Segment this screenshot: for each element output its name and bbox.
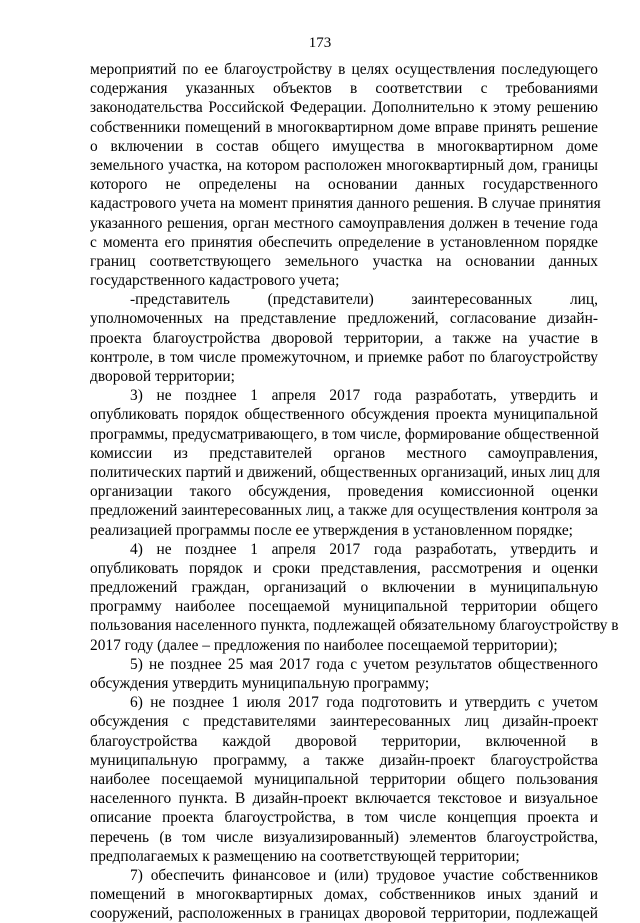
text-line: кадастрового учета на момент принятия данного решения. В случае принятия [90, 195, 601, 213]
text-line: 2017 году (далее – предложения по наиболее посещаемой территории); [90, 636, 558, 654]
text-line: опубликовать порядок и сроки представления, рассмотрения и оценки [90, 559, 598, 577]
text-line: 7) обеспечить финансовое и (или) трудовое участие собственников [130, 866, 598, 884]
text-line: реализацией программы после ее утверждения в установленном порядке; [90, 521, 573, 539]
text-line: содержания указанных объектов в соответствии с требованиями [90, 80, 598, 98]
page-number: 173 [308, 35, 332, 51]
paragraph [90, 540, 619, 655]
text-line: проекта благоустройства дворовой территории, а также на участие в [90, 329, 598, 347]
text-line: дворовой территории; [90, 368, 235, 385]
text-line: земельного участка, на котором расположен многоквартирный дом, границы [90, 156, 598, 174]
text-line: уполномоченных на представление предложений, согласование дизайн- [90, 310, 598, 328]
text-line: описание проекта благоустройства, в том числе концепция проекта и [90, 809, 598, 827]
text-line: 3) не позднее 1 апреля 2017 года разработать, утвердить и [130, 387, 598, 405]
text-line: программы, предусматривающего, в том числе, формирование общественной [90, 425, 599, 443]
paragraph [90, 60, 601, 290]
text-line: законодательства Российской Федерации. Дополнительно к этому решению [90, 99, 598, 117]
paragraph [90, 290, 598, 386]
text-line: организации такого обсуждения, проведения комиссионной оценки [90, 483, 598, 501]
text-line: собственники помещений в многоквартирном доме вправе принять решение [90, 118, 598, 136]
text-line: контроле, в том числе промежуточном, и приемке работ по благоустройству [90, 348, 598, 366]
text-line: населенного пункта. В дизайн-проект включается текстовое и визуальное [90, 790, 598, 808]
text-line: комиссии из представителей органов местного самоуправления, [90, 444, 598, 462]
text-line: сооружений, расположенных в границах дворовой территории, подлежащей [90, 905, 598, 923]
text-line: пользования населенного пункта, подлежащей обязательному благоустройству в [90, 617, 619, 635]
text-line: обсуждения с представителями заинтересованных лиц дизайн-проект [90, 713, 598, 731]
text-line: о включении в состав общего имущества в многоквартирном доме [90, 137, 598, 155]
text-line: 5) не позднее 25 мая 2017 года с учетом результатов общественного [130, 655, 598, 673]
text-line: которого не определены на основании данных государственного [90, 176, 598, 194]
text-line: указанного решения, орган местного самоуправления должен в течение года [90, 214, 598, 232]
text-line: помещений в многоквартирных домах, собственников иных зданий и [90, 886, 598, 904]
text-line: опубликовать порядок общественного обсуждения проекта муниципальной [90, 406, 598, 424]
text-line: 6) не позднее 1 июля 2017 года подготовить и утвердить с учетом [130, 694, 598, 712]
text-line: предложений заинтересованных лиц, а также для осуществления контроля за [90, 502, 598, 520]
text-line: программу наиболее посещаемой муниципальной территории общего [90, 598, 598, 616]
text-line: политических партий и движений, общественных организаций, иных лиц для [90, 463, 601, 481]
paragraph [90, 693, 598, 866]
text-line: обсуждения утвердить муниципальную программу; [90, 675, 430, 692]
text-line: перечень (в том числе визуализированный) элементов благоустройства, [90, 828, 598, 846]
text-line: предложений граждан, организаций о включении в муниципальную [90, 579, 598, 597]
paragraph [90, 386, 601, 540]
text-line: с момента его принятия обеспечить определение в установленном порядке [90, 233, 598, 251]
text-line: 4) не позднее 1 апреля 2017 года разработать, утвердить и [130, 540, 598, 558]
text-line: -представитель (представители) заинтересованных лиц, [130, 291, 598, 309]
text-line: границ соответствующего земельного участка на основании данных [90, 252, 598, 270]
text-line: государственного кадастрового учета; [90, 272, 340, 290]
paragraph [90, 866, 598, 923]
document-body [90, 60, 619, 923]
text-line: благоустройства каждой дворовой территории, включенной в [90, 732, 598, 750]
text-line: муниципальную программу, а также дизайн-проект благоустройства [90, 751, 598, 769]
paragraph [90, 655, 598, 693]
text-line: наиболее посещаемой муниципальной территории общего пользования [90, 770, 598, 788]
text-line: мероприятий по ее благоустройству в целях осуществления последующего [90, 61, 598, 78]
text-line: предполагаемых к размещению на соответствующей территории; [90, 847, 520, 865]
